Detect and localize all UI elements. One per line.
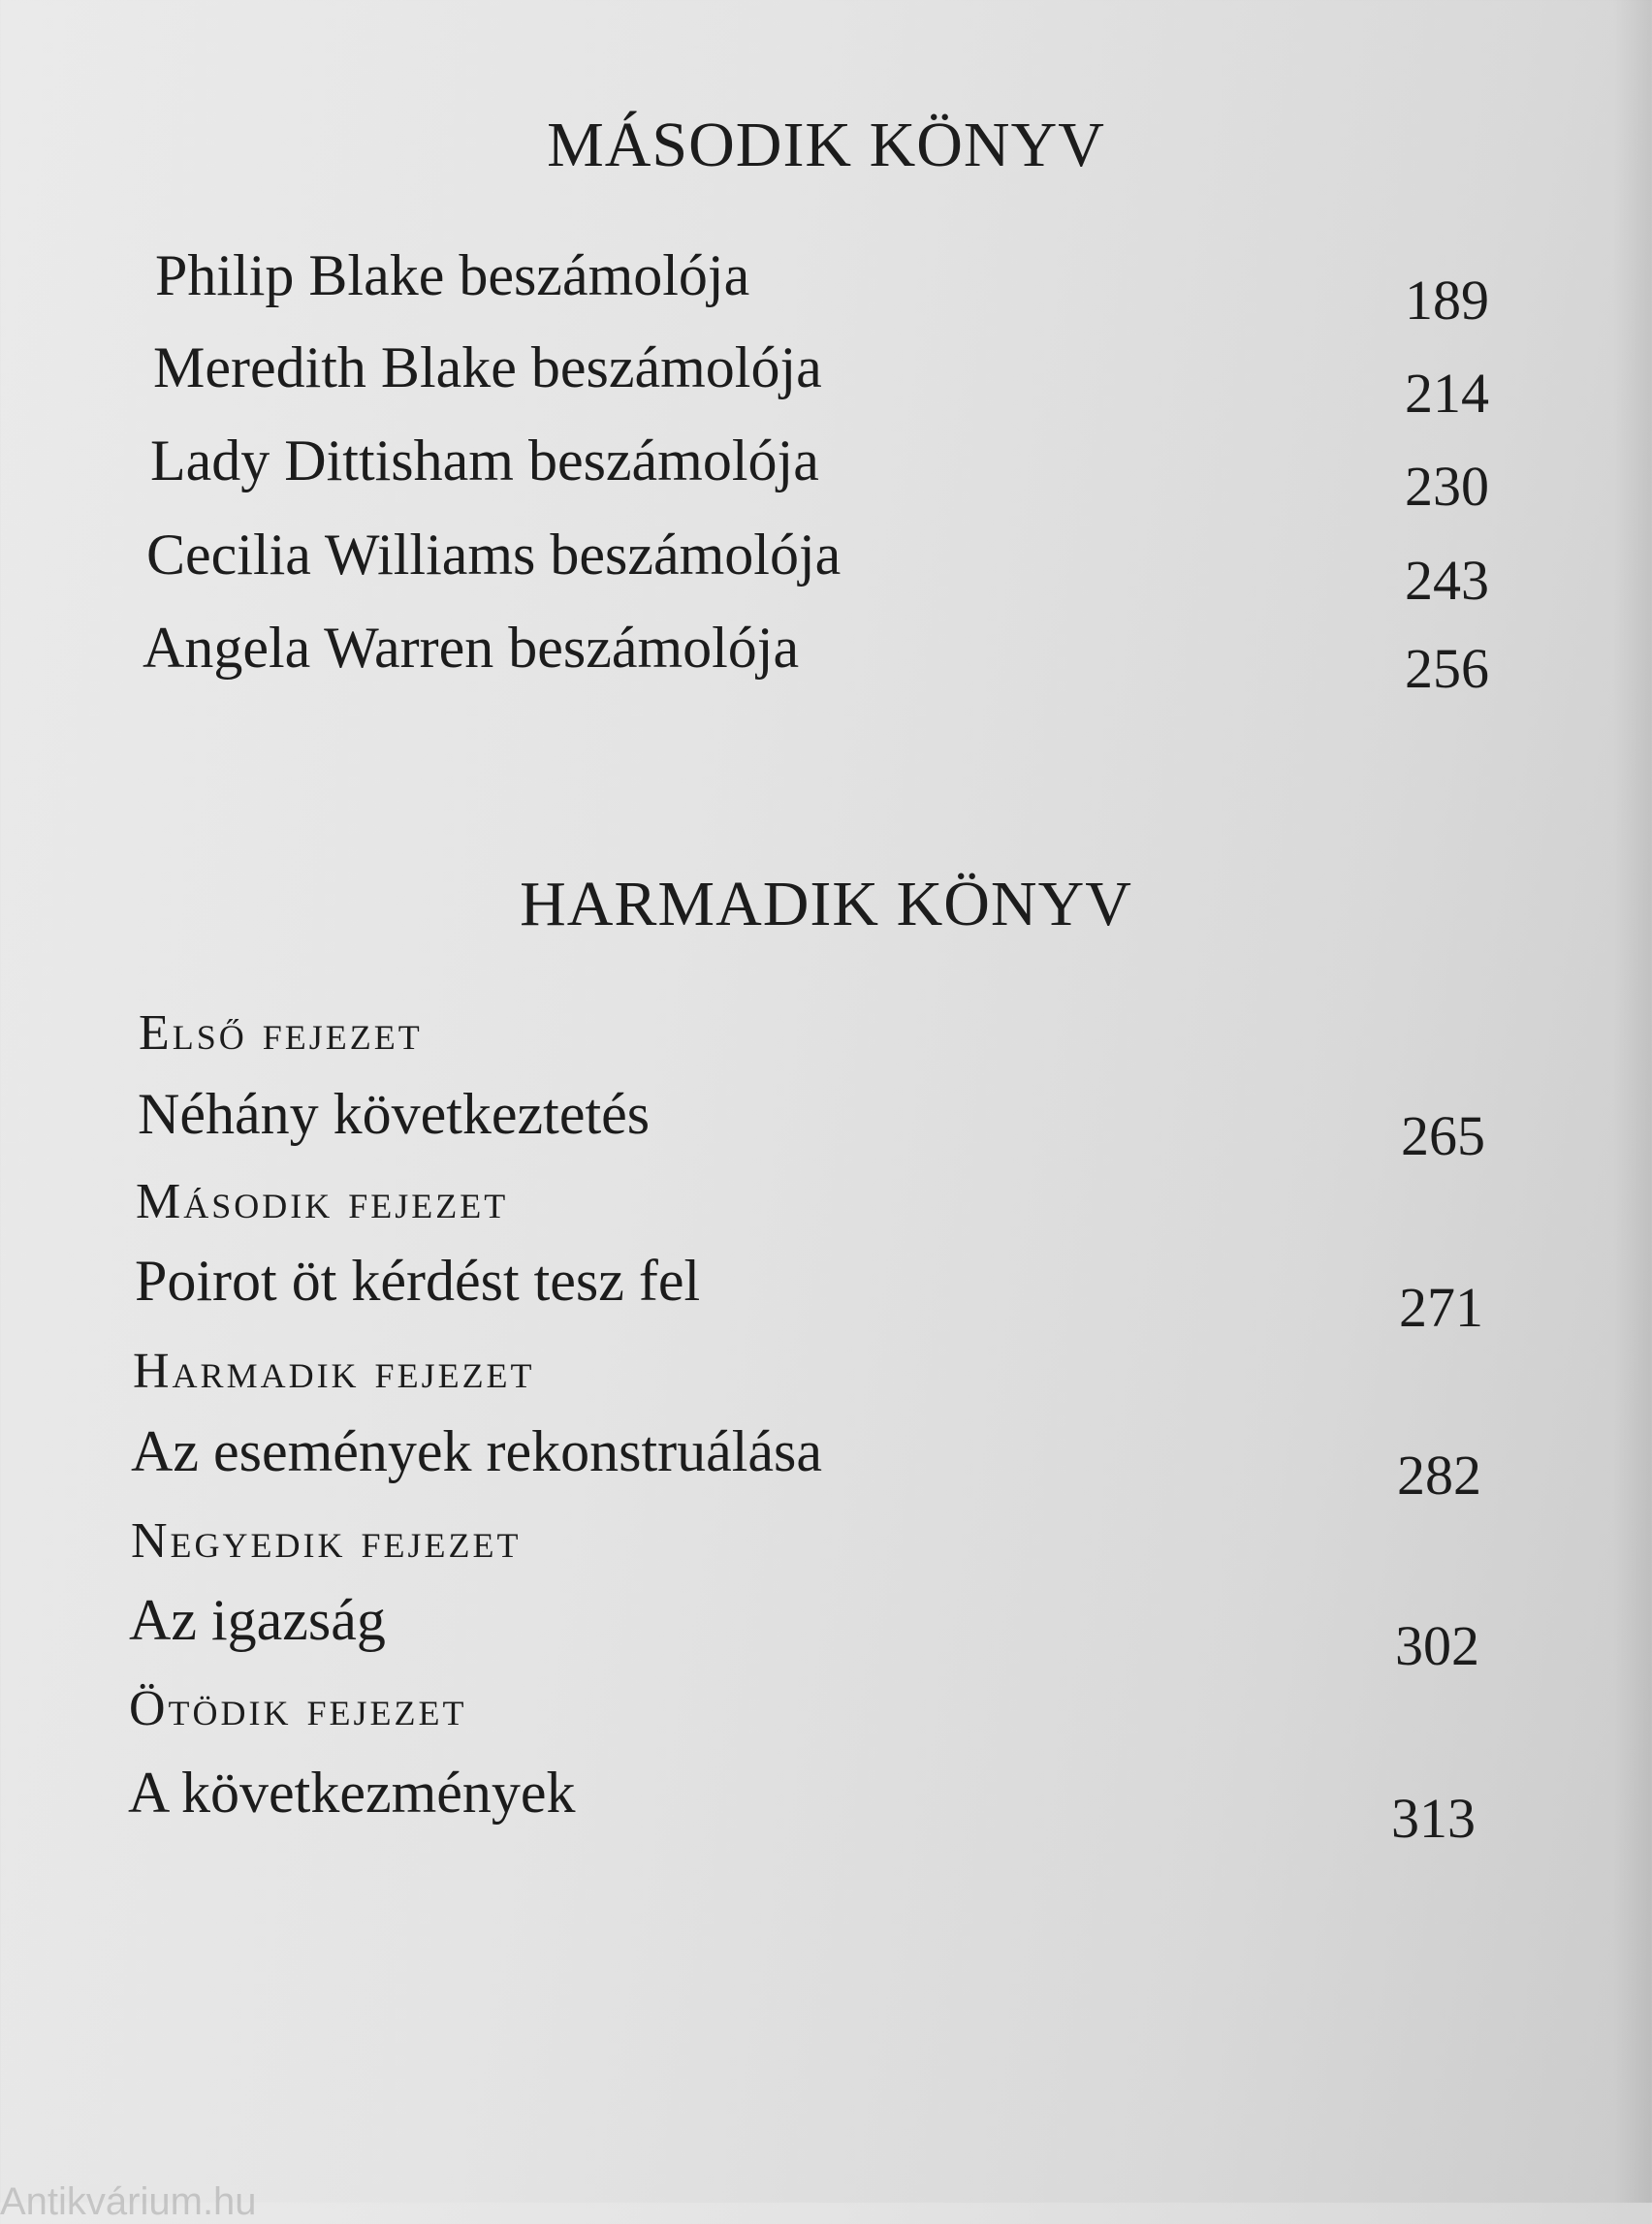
chapter-page: 302 (1395, 1614, 1479, 1677)
toc-entry-page: 230 (1405, 455, 1489, 518)
chapter-title: Néhány következtetés (138, 1082, 651, 1146)
chapter-label: Harmadik fejezet (133, 1344, 535, 1399)
chapter-label: Negyedik fejezet (131, 1513, 522, 1569)
book-heading-harmadik: HARMADIK KÖNYV (520, 869, 1132, 939)
chapter-label: Második fejezet (136, 1174, 509, 1229)
toc-entry-page: 243 (1405, 549, 1489, 612)
chapter-title: Az események rekonstruálása (131, 1419, 823, 1483)
toc-entry-title: Lady Dittisham beszámolója (150, 429, 819, 492)
watermark: Antikvárium.hu (0, 2180, 257, 2223)
chapter-page: 313 (1391, 1787, 1476, 1850)
toc-entry-page: 256 (1405, 637, 1489, 700)
book-heading-masodik: MÁSODIK KÖNYV (547, 110, 1105, 180)
toc-entry-title: Philip Blake beszámolója (155, 243, 750, 307)
chapter-label: Első fejezet (139, 1005, 423, 1061)
toc-entry-page: 214 (1405, 362, 1489, 425)
chapter-title: Az igazság (129, 1588, 386, 1652)
chapter-page: 282 (1397, 1444, 1481, 1507)
chapter-title: Poirot öt kérdést tesz fel (135, 1249, 701, 1313)
toc-entry-title: Angela Warren beszámolója (143, 616, 800, 680)
chapter-title: A következmények (128, 1761, 576, 1825)
toc-entry-page: 189 (1405, 269, 1489, 332)
chapter-page: 271 (1399, 1276, 1483, 1339)
page-edge-shadow (1613, 0, 1652, 2203)
toc-entry-title: Meredith Blake beszámolója (153, 335, 822, 399)
chapter-page: 265 (1401, 1104, 1485, 1167)
chapter-label: Ötödik fejezet (129, 1681, 467, 1736)
toc-entry-title: Cecilia Williams beszámolója (146, 523, 842, 587)
